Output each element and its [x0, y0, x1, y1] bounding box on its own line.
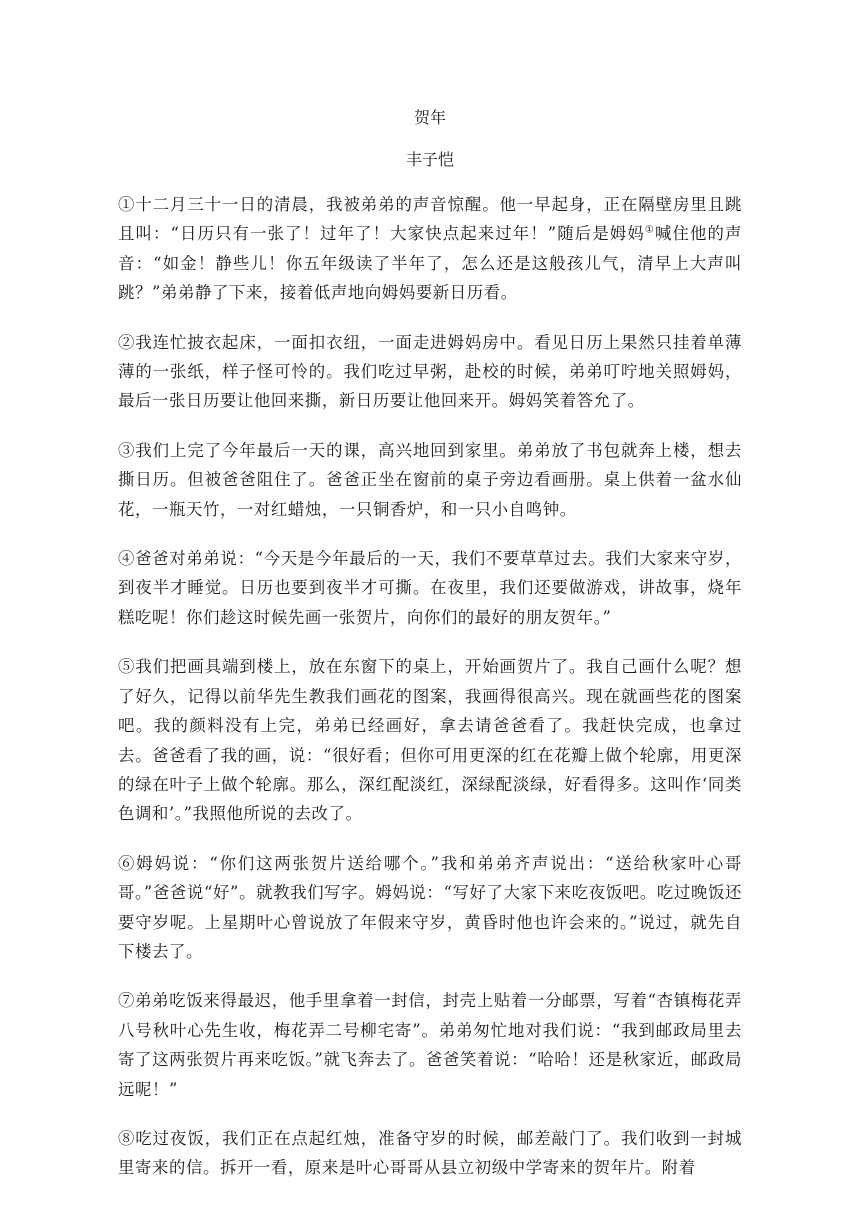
paragraph-6: ⑥姆妈说：“你们这两张贺片送给哪个。”我和弟弟齐声说出：“送给秋家叶心哥哥。”爸爸说“好”。就教我们写字。姆妈说：“写好了大家下来吃夜饭吧。吃过晚饭还要守岁呢。上星期叶心曾说放了年假来守岁，黄昏时他也许会来的。”说过，就先自下楼去了。 — [118, 853, 742, 961]
essay-author: 丰子恺 — [405, 150, 454, 169]
paragraph-2: ②我连忙披衣起床，一面扣衣纽，一面走进姆妈房中。看见日历上果然只挂着单薄薄的一张纸，样子怪可怜的。我们吃过早粥，赴校的时候，弟弟叮咛地关照姆妈，最后一张日历要让他回来撕，新日历要让他回来开。姆妈笑着答允了。 — [118, 332, 742, 411]
paragraph-1 — [118, 190, 742, 308]
paragraph-8: ⑧吃过夜饭，我们正在点起红烛，准备守岁的时候，邮差敲门了。我们收到一封城里寄来的信。拆开一看，原来是叶心哥哥从县立初级中学寄来的贺年片。附着 — [118, 1128, 742, 1178]
paragraph-1-text-a: ①十二月三十一日的清晨，我被弟弟的声音惊醒。他一早起身，正在隔壁房里且跳且叫：“日历只有一张了！过年了！大家快点起来过年！”随后是姆妈 — [118, 195, 742, 244]
document-page — [118, 104, 742, 1203]
paragraph-5: ⑤我们把画具端到楼上，放在东窗下的桌上，开始画贺片了。我自己画什么呢？想了好久，记得以前华先生教我们画花的图案，我画得很高兴。现在就画些花的图案吧。我的颜料没有上完，弟弟已经画好，拿去请爸爸看了。我赶快完成，也拿过去。爸爸看了我的画，说：“很好看；但你可用更深的红在花瓣上做个轮廓，用更深的绿在叶子上做个轮廓。那么，深红配淡红，深绿配淡绿，好看得多。这叫作‘同类色调和’。”我照他所说的去改了。 — [118, 657, 742, 824]
paragraph-1-text-b: 喊住他的声音：“如金！静些儿！你五年级读了半年了，怎么还是这般孩儿气，清早上大声叫跳？”弟弟静了下来，接着低声地向姆妈要新日历看。 — [118, 224, 742, 303]
paragraph-7: ⑦弟弟吃饭来得最迟，他手里拿着一封信，封壳上贴着一分邮票，写着“杏镇梅花弄八号秋叶心先生收，梅花弄二号柳宅寄”。弟弟匆忙地对我们说：“我到邮政局里去寄了这两张贺片再来吃饭。”就飞奔去了。爸爸笑着说：“哈哈！还是秋家近，邮政局远呢！” — [118, 991, 742, 1099]
paragraph-4: ④爸爸对弟弟说：“今天是今年最后的一天，我们不要草草过去。我们大家来守岁，到夜半才睡觉。日历也要到夜半才可撕。在夜里，我们还要做游戏，讲故事，烧年糕吃呢！你们趁这时候先画一张贺片，向你们的最好的朋友贺年。” — [118, 549, 742, 627]
footnote-marker: ① — [644, 224, 655, 236]
essay-title: 贺年 — [413, 108, 446, 127]
paragraph-3: ③我们上完了今年最后一天的课，高兴地回到家里。弟弟放了书包就奔上楼，想去撕日历。但被爸爸阻住了。爸爸正坐在窗前的桌子旁边看画册。桌上供着一盆水仙花，一瓶天竹，一对红蜡烛，一只铜香炉，和一只小自鸣钟。 — [118, 440, 742, 519]
